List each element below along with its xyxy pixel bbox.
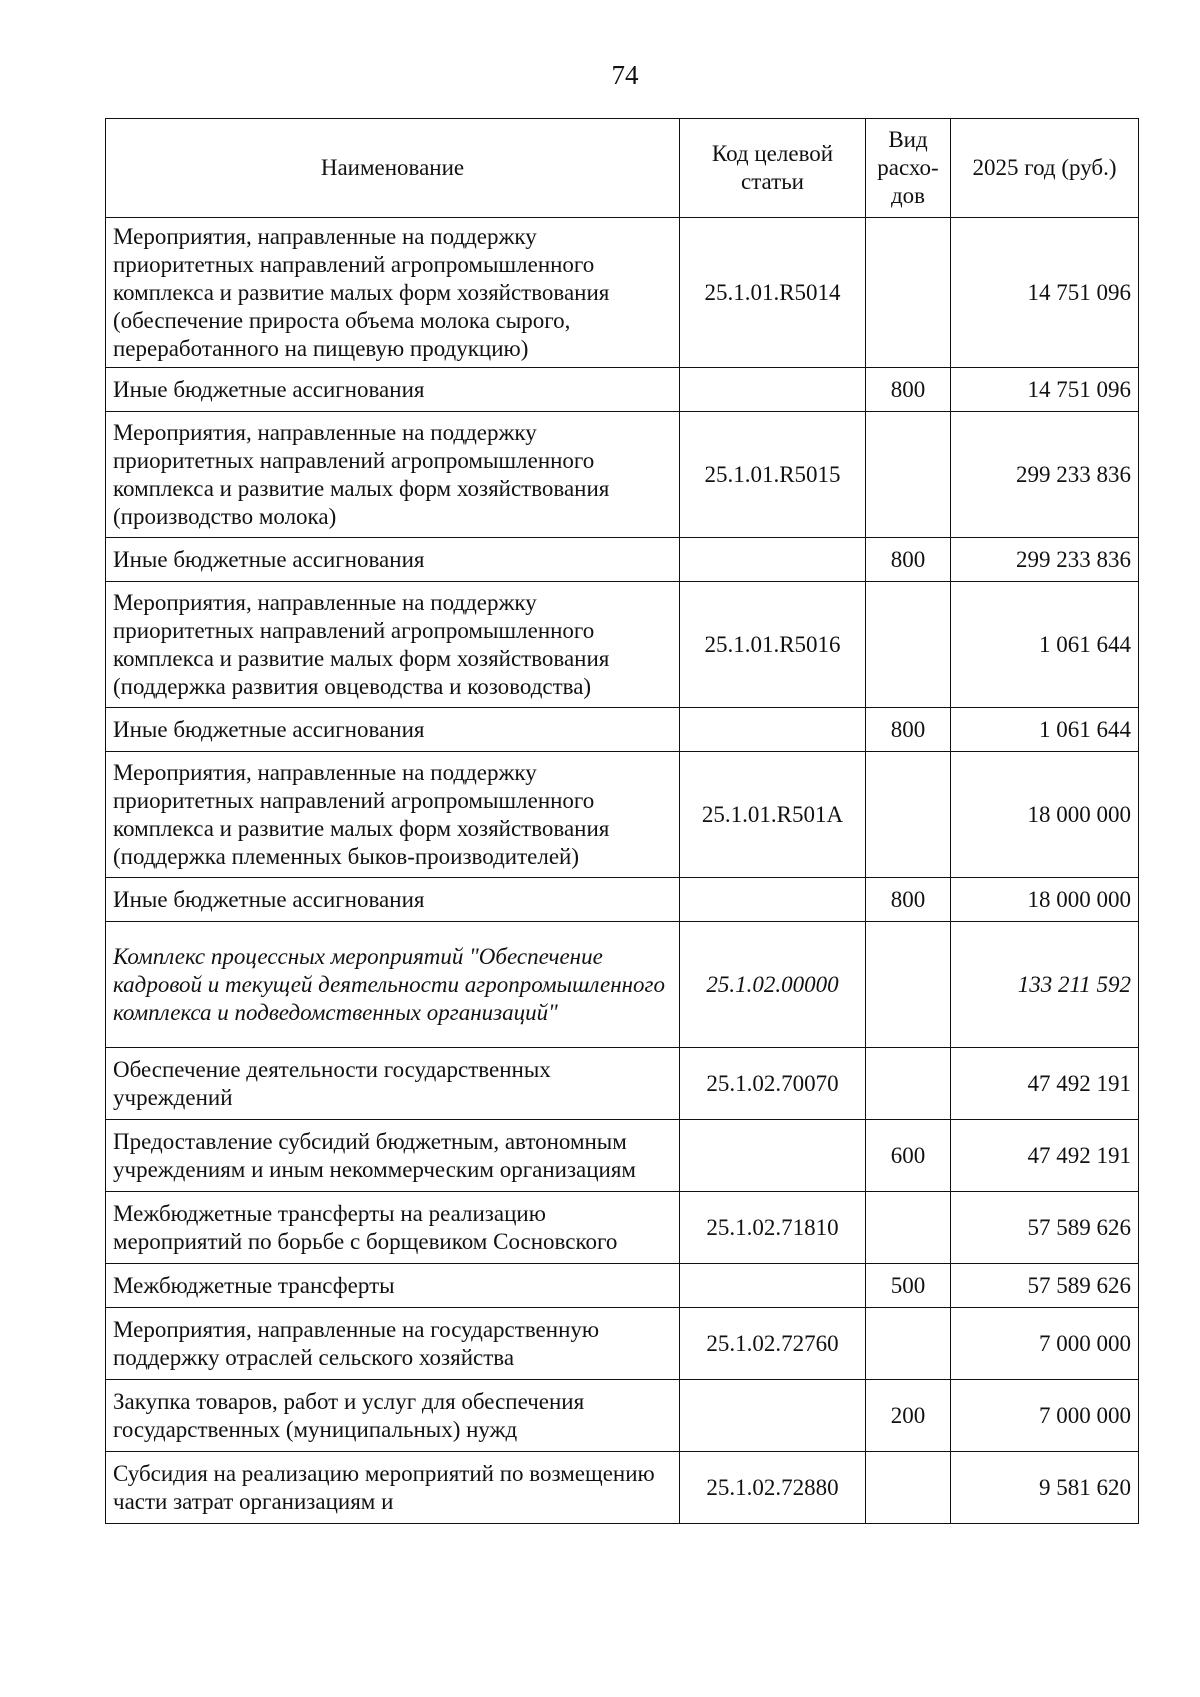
row-amount: 14 751 096 bbox=[951, 218, 1139, 368]
row-amount: 1 061 644 bbox=[951, 708, 1139, 752]
row-code bbox=[680, 708, 866, 752]
table-row bbox=[106, 1380, 1139, 1452]
row-amount: 7 000 000 bbox=[951, 1308, 1139, 1380]
row-code: 25.1.02.72760 bbox=[680, 1308, 866, 1380]
row-amount: 299 233 836 bbox=[951, 538, 1139, 582]
page-number: 74 bbox=[611, 60, 639, 90]
row-type bbox=[866, 412, 951, 538]
row-name: Мероприятия, направленные на поддержку приоритетных направлений агропромышленного комплекса и развитие малых форм хозяйствования (производство молока) bbox=[106, 412, 680, 538]
row-name: Мероприятия, направленные на поддержку приоритетных направлений агропромышленного комплекса и развитие малых форм хозяйствования (обеспечение прироста объема молока сырого, переработанного на пищевую продукцию) bbox=[106, 218, 680, 368]
row-code: 25.1.01.R501A bbox=[680, 752, 866, 878]
table-row bbox=[106, 878, 1139, 922]
row-name: Иные бюджетные ассигнования bbox=[106, 538, 680, 582]
row-amount: 18 000 000 bbox=[951, 752, 1139, 878]
row-type: 800 bbox=[866, 368, 951, 412]
row-amount: 1 061 644 bbox=[951, 582, 1139, 708]
row-type bbox=[866, 1192, 951, 1264]
row-type bbox=[866, 1308, 951, 1380]
row-name: Мероприятия, направленные на поддержку приоритетных направлений агропромышленного комплекса и развитие малых форм хозяйствования (поддержка племенных быков-производителей) bbox=[106, 752, 680, 878]
table-row bbox=[106, 538, 1139, 582]
row-amount: 57 589 626 bbox=[951, 1264, 1139, 1308]
row-type: 600 bbox=[866, 1120, 951, 1192]
header-code: Код целевой статьи bbox=[680, 119, 866, 218]
budget-table bbox=[105, 118, 1139, 1524]
row-type: 800 bbox=[866, 878, 951, 922]
row-code: 25.1.02.70070 bbox=[680, 1048, 866, 1120]
table-row bbox=[106, 1120, 1139, 1192]
row-type: 200 bbox=[866, 1380, 951, 1452]
header-name: Наименование bbox=[106, 119, 680, 218]
table-header-row bbox=[106, 119, 1139, 218]
row-type bbox=[866, 752, 951, 878]
row-name: Иные бюджетные ассигнования bbox=[106, 878, 680, 922]
row-type: 800 bbox=[866, 538, 951, 582]
row-code bbox=[680, 1264, 866, 1308]
table-row bbox=[106, 1048, 1139, 1120]
row-name: Иные бюджетные ассигнования bbox=[106, 368, 680, 412]
table-row bbox=[106, 1264, 1139, 1308]
row-amount: 57 589 626 bbox=[951, 1192, 1139, 1264]
row-amount: 7 000 000 bbox=[951, 1380, 1139, 1452]
row-amount: 299 233 836 bbox=[951, 412, 1139, 538]
row-amount: 47 492 191 bbox=[951, 1048, 1139, 1120]
row-code bbox=[680, 878, 866, 922]
row-name: Межбюджетные трансферты на реализацию мероприятий по борьбе с борщевиком Сосновского bbox=[106, 1192, 680, 1264]
row-type bbox=[866, 218, 951, 368]
row-code: 25.1.01.R5016 bbox=[680, 582, 866, 708]
row-code: 25.1.01.R5014 bbox=[680, 218, 866, 368]
row-name: Комплекс процессных мероприятий "Обеспечение кадровой и текущей деятельности агропромышленного комплекса и подведомственных организаций" bbox=[106, 922, 680, 1048]
row-name: Закупка товаров, работ и услуг для обеспечения государственных (муниципальных) нужд bbox=[106, 1380, 680, 1452]
row-amount: 18 000 000 bbox=[951, 878, 1139, 922]
table-row bbox=[106, 218, 1139, 368]
header-type: Вид расхо-дов bbox=[866, 119, 951, 218]
row-name: Иные бюджетные ассигнования bbox=[106, 708, 680, 752]
row-type: 500 bbox=[866, 1264, 951, 1308]
row-type bbox=[866, 922, 951, 1048]
table-row bbox=[106, 368, 1139, 412]
row-amount: 133 211 592 bbox=[951, 922, 1139, 1048]
row-amount: 14 751 096 bbox=[951, 368, 1139, 412]
row-name: Субсидия на реализацию мероприятий по возмещению части затрат организациям и bbox=[106, 1452, 680, 1524]
row-name: Мероприятия, направленные на поддержку приоритетных направлений агропромышленного комплекса и развитие малых форм хозяйствования (поддержка развития овцеводства и козоводства) bbox=[106, 582, 680, 708]
row-type bbox=[866, 1452, 951, 1524]
table-row bbox=[106, 412, 1139, 538]
table-row bbox=[106, 708, 1139, 752]
table-row-section bbox=[106, 922, 1139, 1048]
row-code: 25.1.02.72880 bbox=[680, 1452, 866, 1524]
table-row bbox=[106, 582, 1139, 708]
row-code bbox=[680, 1120, 866, 1192]
row-name: Межбюджетные трансферты bbox=[106, 1264, 680, 1308]
row-code bbox=[680, 538, 866, 582]
table-row bbox=[106, 1308, 1139, 1380]
row-type: 800 bbox=[866, 708, 951, 752]
row-code: 25.1.02.71810 bbox=[680, 1192, 866, 1264]
row-type bbox=[866, 582, 951, 708]
row-code bbox=[680, 1380, 866, 1452]
row-name: Предоставление субсидий бюджетным, автономным учреждениям и иным некоммерческим организациям bbox=[106, 1120, 680, 1192]
table-row bbox=[106, 752, 1139, 878]
row-name: Мероприятия, направленные на государственную поддержку отраслей сельского хозяйства bbox=[106, 1308, 680, 1380]
row-amount: 47 492 191 bbox=[951, 1120, 1139, 1192]
table-row bbox=[106, 1452, 1139, 1524]
row-code: 25.1.01.R5015 bbox=[680, 412, 866, 538]
row-name: Обеспечение деятельности государственных учреждений bbox=[106, 1048, 680, 1120]
header-amount: 2025 год (руб.) bbox=[951, 119, 1139, 218]
table-row bbox=[106, 1192, 1139, 1264]
row-code bbox=[680, 368, 866, 412]
row-code: 25.1.02.00000 bbox=[680, 922, 866, 1048]
row-type bbox=[866, 1048, 951, 1120]
row-amount: 9 581 620 bbox=[951, 1452, 1139, 1524]
